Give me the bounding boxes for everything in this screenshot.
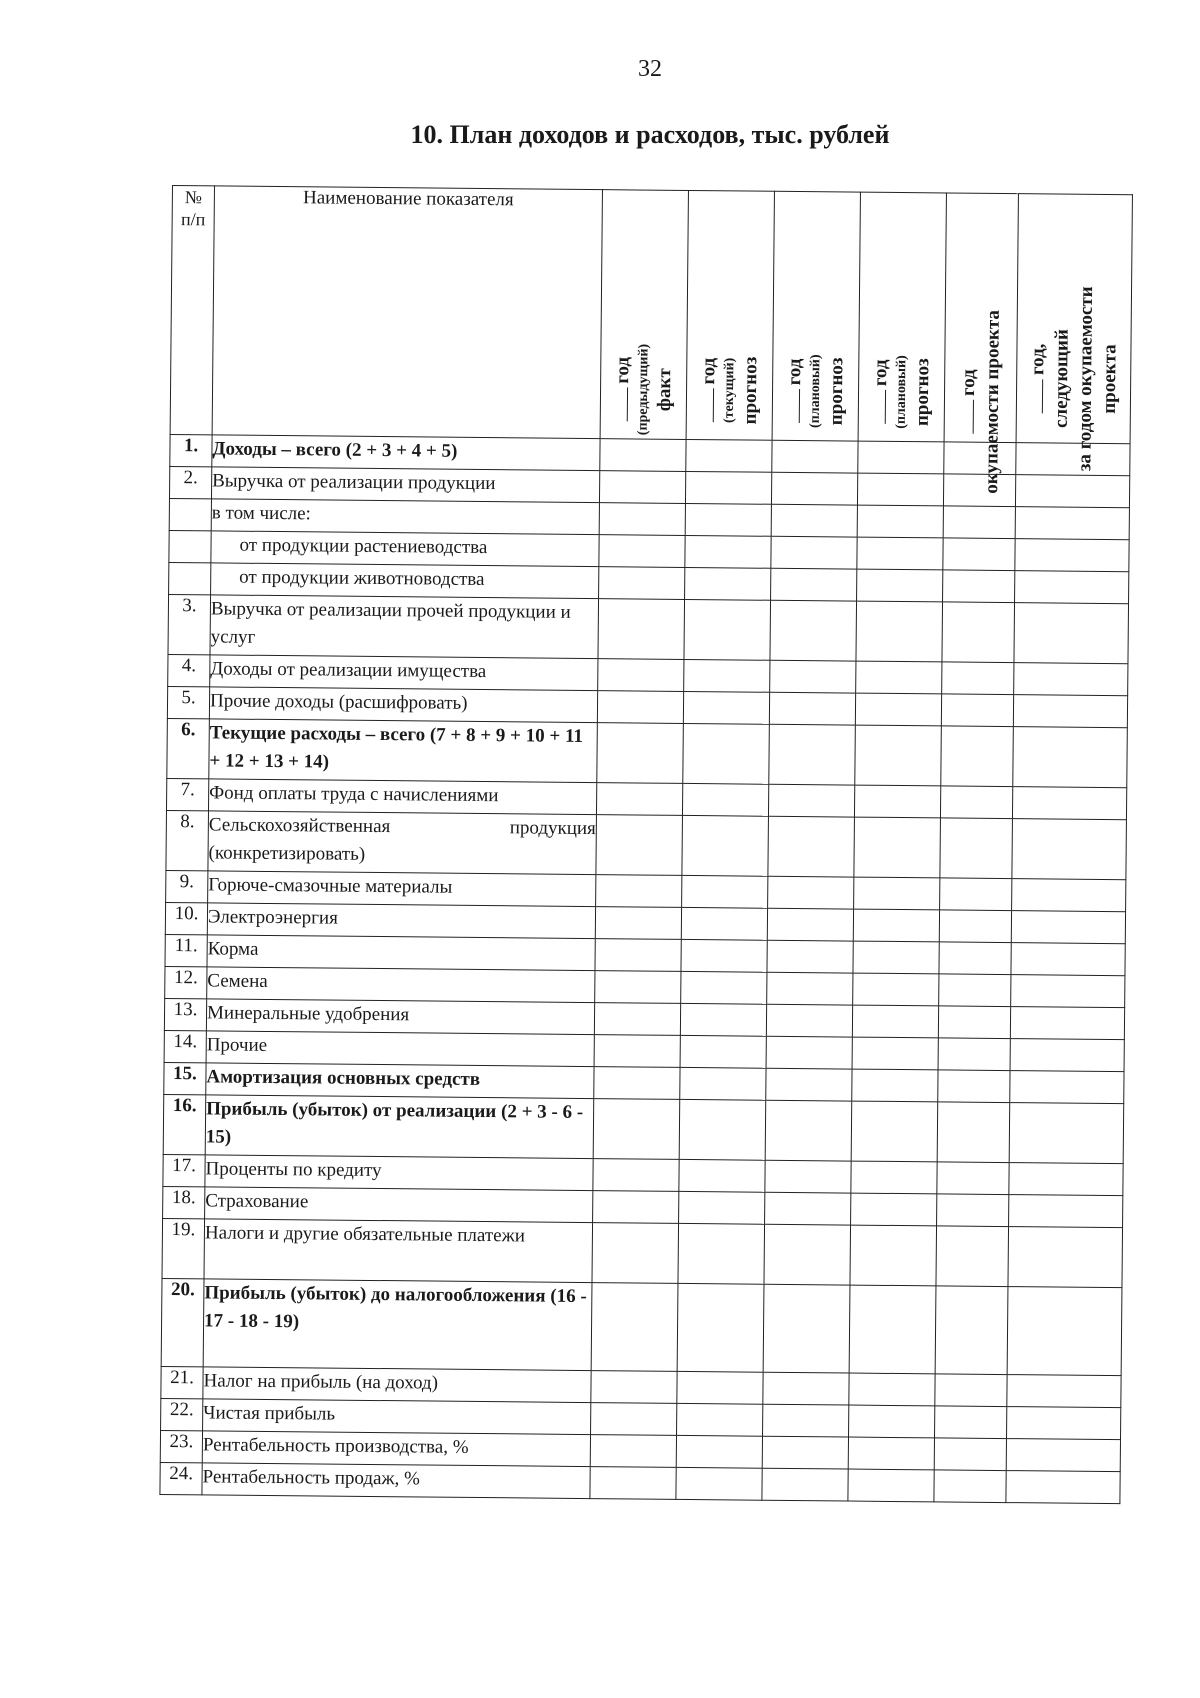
row-number: 9. [166, 870, 208, 902]
row-indicator-name: Сельскохозяйственная продукция (конкретизировать) [208, 811, 597, 875]
header-year-previous [600, 190, 688, 440]
value-cell[interactable] [597, 691, 683, 724]
header-col-type: окупаемости проекта [980, 309, 1004, 494]
value-cell[interactable] [942, 662, 1014, 695]
row-number: 11. [165, 934, 207, 966]
value-cell[interactable] [852, 1069, 938, 1102]
row-indicator-name: в том числе: [211, 499, 599, 535]
value-cell[interactable] [848, 1469, 934, 1502]
value-cell[interactable] [681, 907, 767, 940]
value-cell[interactable] [848, 1437, 934, 1470]
value-cell[interactable] [599, 567, 685, 600]
row-indicator-name: Прочие доходы (расшифровать) [209, 687, 597, 723]
row-number: 20. [161, 1278, 204, 1366]
value-cell[interactable] [599, 535, 685, 568]
value-cell[interactable] [1009, 1195, 1123, 1228]
row-number: 4. [168, 654, 210, 686]
value-cell[interactable] [940, 878, 1012, 911]
value-cell[interactable] [851, 1101, 938, 1162]
value-cell[interactable] [770, 660, 856, 693]
row-number [169, 530, 211, 562]
row-number: 24. [160, 1462, 202, 1494]
value-cell[interactable] [767, 940, 853, 973]
header-col-year-label: год [869, 359, 891, 387]
row-number: 21. [161, 1366, 203, 1398]
value-cell[interactable] [1010, 1039, 1124, 1072]
row-number: 12. [165, 966, 207, 998]
value-cell[interactable] [771, 536, 857, 569]
value-cell[interactable] [596, 783, 682, 816]
row-indicator-name: Доходы от реализации имущества [210, 655, 598, 691]
value-cell[interactable] [1011, 943, 1125, 976]
value-cell[interactable] [937, 1194, 1009, 1227]
value-cell[interactable] [1012, 819, 1127, 880]
value-cell[interactable] [680, 1003, 766, 1036]
value-cell[interactable] [765, 1160, 851, 1193]
row-number: 16. [163, 1094, 206, 1154]
value-cell[interactable] [766, 1068, 852, 1101]
row-indicator-name: Прибыль (убыток) от реализации (2 + 3 - 6 - 15) [205, 1095, 594, 1159]
row-indicator-name: Прибыль (убыток) до налогообложения (16 - 17 - 18 - 19) [203, 1279, 592, 1371]
row-indicator-name: от продукции растениеводства [211, 531, 599, 567]
value-cell[interactable] [1012, 787, 1126, 820]
value-cell[interactable] [1013, 695, 1127, 728]
row-number [169, 498, 211, 530]
value-cell[interactable] [599, 503, 685, 536]
row-indicator-name: Рентабельность продаж, % [202, 1463, 590, 1499]
row-number: 7. [166, 778, 208, 810]
header-col-year-label: год, [1026, 343, 1049, 376]
row-indicator-name: Чистая прибыль [203, 1399, 591, 1435]
header-year-planned-1 [772, 191, 860, 441]
value-cell[interactable] [771, 504, 857, 537]
header-year-payback [944, 193, 1018, 494]
value-cell[interactable] [677, 1403, 763, 1436]
value-cell[interactable] [591, 1283, 678, 1372]
header-col-year-label: год [957, 369, 979, 397]
row-indicator-name: Налог на прибыль (на доход) [203, 1367, 591, 1403]
row-indicator-name: Прочие [206, 1031, 594, 1067]
value-cell[interactable] [939, 910, 1011, 943]
value-cell[interactable] [1014, 663, 1128, 696]
value-cell[interactable] [596, 875, 682, 908]
value-cell[interactable] [1012, 879, 1126, 912]
value-cell[interactable] [943, 538, 1015, 571]
row-indicator-name: Страхование [205, 1187, 593, 1223]
table-row [167, 718, 1128, 787]
value-cell[interactable] [849, 1405, 935, 1438]
table-row [161, 1278, 1122, 1375]
header-col-sublabel: (предыдущий) [635, 343, 651, 436]
value-cell[interactable] [679, 1191, 765, 1224]
value-cell[interactable] [595, 907, 681, 940]
header-col-type: факт [653, 368, 675, 412]
value-cell[interactable] [682, 815, 769, 876]
row-indicator-name: Фонд оплаты труда с начислениями [208, 779, 596, 815]
value-cell[interactable] [938, 1038, 1010, 1071]
header-col-year-label: год [697, 357, 719, 385]
value-cell[interactable] [594, 1035, 680, 1068]
row-number: 6. [167, 718, 210, 778]
header-name-cell [212, 186, 602, 439]
value-cell[interactable] [1006, 1471, 1120, 1504]
value-cell[interactable] [1010, 1071, 1124, 1104]
value-cell[interactable] [680, 1067, 766, 1100]
value-cell[interactable] [851, 1161, 937, 1194]
value-cell[interactable] [943, 506, 1015, 539]
value-cell[interactable] [942, 602, 1015, 663]
value-cell[interactable] [762, 1468, 848, 1501]
value-cell[interactable] [766, 1036, 852, 1069]
value-cell[interactable] [1014, 603, 1129, 664]
value-cell[interactable] [857, 569, 943, 602]
value-cell[interactable] [934, 1438, 1006, 1471]
value-cell[interactable] [767, 972, 853, 1005]
table-header-row [170, 186, 1132, 444]
value-cell[interactable] [938, 1070, 1010, 1103]
value-cell[interactable] [1013, 727, 1128, 788]
value-cell[interactable] [768, 816, 855, 877]
row-indicator-name: Амортизация основных средств [206, 1063, 594, 1099]
value-cell[interactable] [763, 1404, 849, 1437]
value-cell[interactable] [763, 1372, 849, 1405]
value-cell[interactable] [677, 1371, 763, 1404]
value-cell[interactable] [857, 537, 943, 570]
row-indicator-name: Электроэнергия [207, 903, 595, 939]
row-number: 3. [168, 594, 211, 654]
value-cell[interactable] [676, 1435, 762, 1468]
row-number: 1. [170, 434, 212, 466]
value-cell[interactable] [684, 659, 770, 692]
value-cell[interactable] [937, 1102, 1010, 1163]
header-col-type: прогноз [825, 357, 847, 426]
page-number: 32 [638, 56, 662, 82]
value-cell[interactable] [681, 971, 767, 1004]
row-number: 5. [167, 686, 209, 718]
value-cell[interactable] [679, 1159, 765, 1192]
value-cell[interactable] [1009, 1163, 1123, 1196]
table-body [160, 434, 1130, 1503]
row-indicator-name: Выручка от реализации прочей продукции и услуг [210, 595, 599, 659]
value-cell[interactable] [678, 1223, 765, 1284]
row-number: 23. [160, 1430, 202, 1462]
value-cell[interactable] [852, 1005, 938, 1038]
value-cell[interactable] [592, 1223, 679, 1284]
value-cell[interactable] [685, 503, 771, 536]
value-cell[interactable] [593, 1099, 680, 1160]
row-number: 8. [166, 810, 209, 870]
value-cell[interactable] [856, 661, 942, 694]
row-number: 17. [163, 1154, 205, 1186]
value-cell[interactable] [769, 692, 855, 725]
value-cell[interactable] [598, 659, 684, 692]
value-cell[interactable] [1015, 571, 1129, 604]
value-cell[interactable] [771, 568, 857, 601]
value-cell[interactable] [1007, 1375, 1121, 1408]
value-cell[interactable] [680, 1035, 766, 1068]
income-expense-table [159, 185, 1133, 1504]
row-number: 2. [169, 466, 211, 498]
row-indicator-name: Проценты по кредиту [205, 1155, 593, 1191]
value-cell[interactable] [765, 1192, 851, 1225]
row-indicator-name: Текущие расходы – всего (7 + 8 + 9 + 10 + 11 + 12 + 13 + 14) [209, 719, 598, 783]
row-number: 10. [165, 902, 207, 934]
value-cell[interactable] [685, 535, 771, 568]
value-cell[interactable] [1011, 975, 1125, 1008]
value-cell[interactable] [1008, 1227, 1123, 1288]
value-cell[interactable] [935, 1374, 1007, 1407]
value-cell[interactable] [763, 1284, 850, 1373]
value-cell[interactable] [596, 815, 683, 876]
header-col-sublabel: (текущий) [721, 357, 737, 424]
value-cell[interactable] [854, 817, 941, 878]
value-cell[interactable] [936, 1226, 1009, 1287]
value-cell[interactable] [682, 783, 768, 816]
row-indicator-name: Рентабельность производства, % [202, 1431, 590, 1467]
row-indicator-name: от продукции животноводства [211, 563, 599, 599]
header-num-cell [170, 186, 214, 435]
value-cell[interactable] [767, 908, 853, 941]
value-cell[interactable] [676, 1467, 762, 1500]
value-cell[interactable] [769, 724, 856, 785]
value-cell[interactable] [852, 1037, 938, 1070]
value-cell[interactable] [856, 601, 943, 662]
header-col-type: за годом окупаемости проекта [1073, 286, 1121, 472]
row-number [169, 562, 211, 594]
value-cell[interactable] [764, 1224, 851, 1285]
row-number: 15. [164, 1062, 206, 1094]
row-number: 13. [164, 998, 206, 1030]
value-cell[interactable] [1015, 539, 1129, 572]
value-cell[interactable] [770, 600, 857, 661]
row-number: 19. [162, 1218, 205, 1278]
value-cell[interactable] [1006, 1439, 1120, 1472]
value-cell[interactable] [684, 599, 771, 660]
value-cell[interactable] [857, 505, 943, 538]
table-row [166, 810, 1127, 879]
value-cell[interactable] [855, 693, 941, 726]
header-col-sublabel: (плановый) [807, 354, 823, 429]
value-cell[interactable] [768, 876, 854, 909]
value-cell[interactable] [685, 567, 771, 600]
header-col-year-label: год [611, 356, 633, 384]
value-cell[interactable] [683, 723, 770, 784]
value-cell[interactable] [591, 1371, 677, 1404]
value-cell[interactable] [768, 784, 854, 817]
value-cell[interactable] [941, 726, 1014, 787]
header-year-planned-2 [858, 192, 946, 442]
row-indicator-name: Корма [207, 935, 595, 971]
value-cell[interactable] [934, 1470, 1006, 1503]
value-cell[interactable] [679, 1099, 766, 1160]
value-cell[interactable] [940, 786, 1012, 819]
header-num-label: № [184, 187, 203, 208]
value-cell[interactable] [1010, 1007, 1124, 1040]
value-cell[interactable] [943, 570, 1015, 603]
value-cell[interactable] [851, 1193, 937, 1226]
value-cell[interactable] [850, 1225, 937, 1286]
row-indicator-name: Выручка от реализации продукции [211, 467, 599, 503]
value-cell[interactable] [681, 939, 767, 972]
row-indicator-name: Горюче-смазочные материалы [208, 871, 596, 907]
value-cell[interactable] [935, 1406, 1007, 1439]
header-year-current [686, 190, 774, 440]
value-cell[interactable] [1011, 911, 1125, 944]
value-cell[interactable] [939, 974, 1011, 1007]
value-cell[interactable] [853, 941, 939, 974]
value-cell[interactable] [591, 1403, 677, 1436]
header-year-after-payback [1016, 194, 1132, 472]
header-col-sublabel: следующий [1050, 329, 1073, 429]
table-row [162, 1218, 1123, 1287]
value-cell[interactable] [598, 599, 685, 660]
value-cell[interactable] [937, 1162, 1009, 1195]
value-cell[interactable] [682, 875, 768, 908]
value-cell[interactable] [854, 877, 940, 910]
value-cell[interactable] [765, 1100, 852, 1161]
table-row [163, 1094, 1124, 1163]
header-col-type: прогноз [739, 356, 761, 425]
value-cell[interactable] [1007, 1287, 1122, 1376]
row-number: 18. [163, 1186, 205, 1218]
table-row [168, 594, 1129, 663]
value-cell[interactable] [1007, 1407, 1121, 1440]
row-indicator-name: Налоги и другие обязательные платежи [204, 1219, 593, 1283]
value-cell[interactable] [1009, 1103, 1124, 1164]
header-name-label: Наименование показателя [302, 187, 514, 211]
value-cell[interactable] [854, 785, 940, 818]
value-cell[interactable] [594, 1003, 680, 1036]
header-col-year-label: год [783, 358, 805, 386]
row-indicator-name: Семена [207, 967, 595, 1003]
value-cell[interactable] [762, 1436, 848, 1469]
header-col-type: прогноз [911, 358, 933, 427]
value-cell[interactable] [595, 971, 681, 1004]
value-cell[interactable] [849, 1373, 935, 1406]
value-cell[interactable] [940, 818, 1013, 879]
value-cell[interactable] [594, 1067, 680, 1100]
header-col-sublabel: (плановый) [893, 355, 909, 429]
value-cell[interactable] [595, 939, 681, 972]
value-cell[interactable] [941, 694, 1013, 727]
value-cell[interactable] [593, 1191, 679, 1224]
value-cell[interactable] [677, 1283, 764, 1372]
value-cell[interactable] [766, 1004, 852, 1037]
value-cell[interactable] [853, 909, 939, 942]
value-cell[interactable] [597, 723, 684, 784]
value-cell[interactable] [935, 1286, 1008, 1375]
row-indicator-name: Минеральные удобрения [206, 999, 594, 1035]
row-number: 22. [161, 1398, 203, 1430]
value-cell[interactable] [938, 1006, 1010, 1039]
document-title: 10. План доходов и расходов, тыс. рублей [410, 120, 890, 149]
value-cell[interactable] [849, 1285, 936, 1374]
value-cell[interactable] [590, 1467, 676, 1500]
value-cell[interactable] [853, 973, 939, 1006]
value-cell[interactable] [1015, 507, 1129, 540]
value-cell[interactable] [939, 942, 1011, 975]
value-cell[interactable] [855, 725, 942, 786]
header-num-sublabel: п/п [180, 209, 206, 230]
row-number: 14. [164, 1030, 206, 1062]
value-cell[interactable] [590, 1435, 676, 1468]
row-indicator-name: Доходы – всего (2 + 3 + 4 + 5) [212, 435, 600, 471]
value-cell[interactable] [593, 1159, 679, 1192]
value-cell[interactable] [683, 691, 769, 724]
